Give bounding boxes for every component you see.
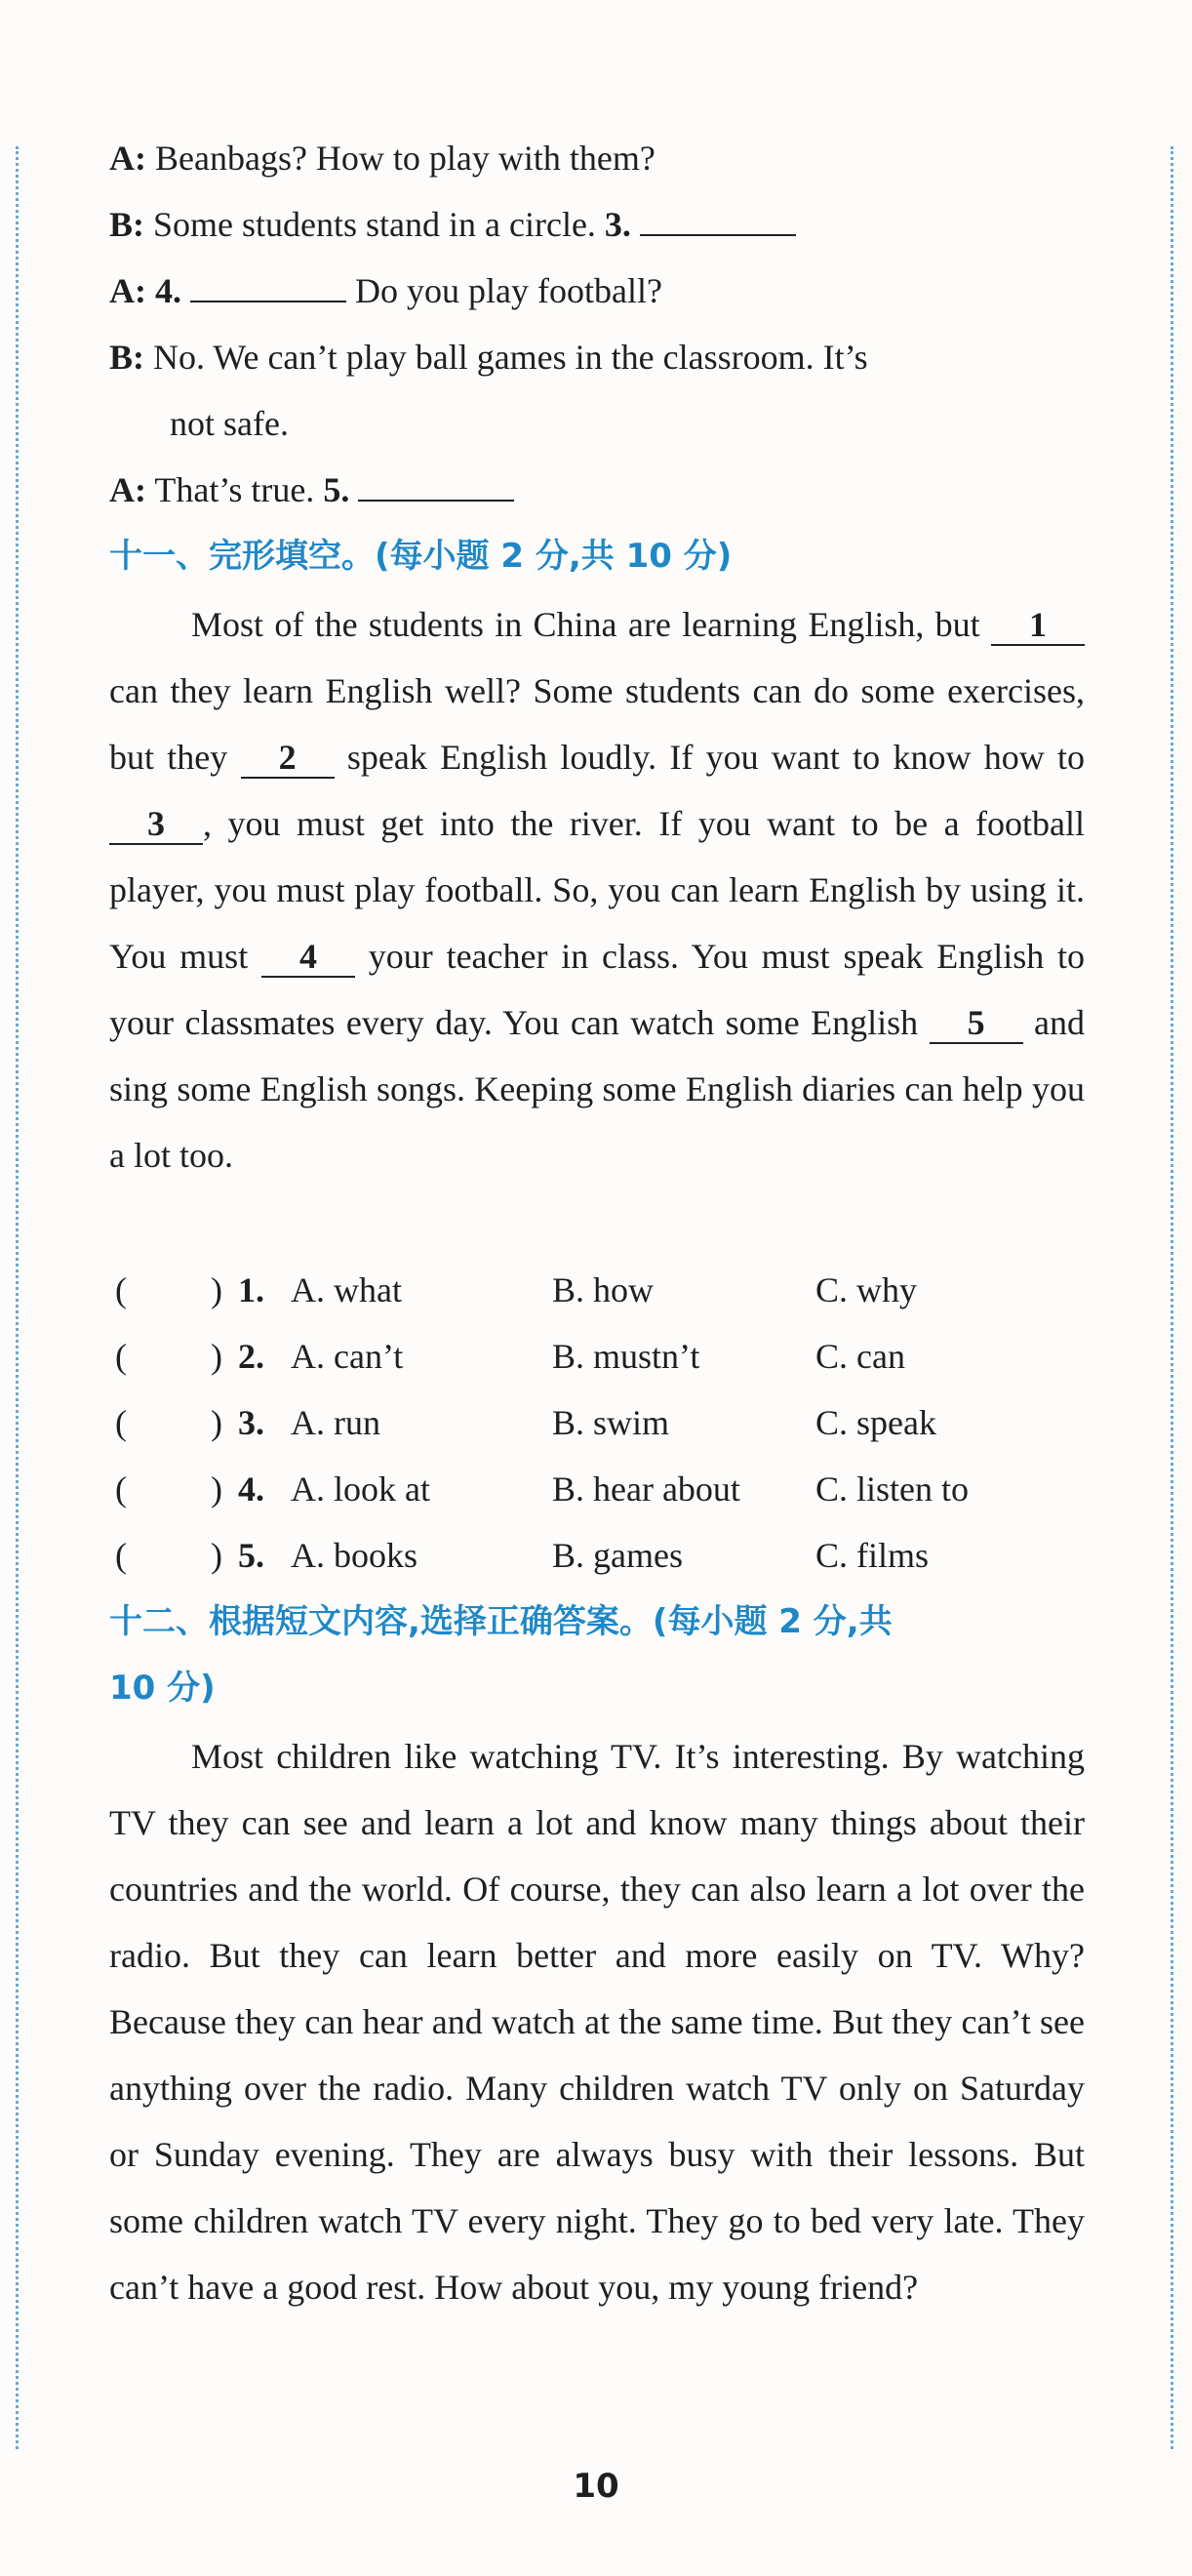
- option-b[interactable]: B. hear about: [552, 1469, 740, 1509]
- answer-bracket-open[interactable]: (: [115, 1337, 127, 1376]
- choice-question: [109, 1534, 1085, 1577]
- reading-passage-text: Most children like watching TV. It’s interesting. By watching TV they can see and learn a lot and know many things about their countries and the world. Of course, they can also learn a lot over the radio. But they can learn better and more easily on TV. Why? Because they can hear and watch at the same time. But they can’t see anything over the radio. Many children watch TV only on Saturday or Sunday evening. They are always busy with their lessons. But some children watch TV every night. They go to bed very late. They can’t have a good rest. How about you, my young friend?: [109, 1737, 1085, 2307]
- choice-question: [109, 1268, 1085, 1311]
- option-c[interactable]: C. can: [815, 1337, 905, 1376]
- dialogue-line-continued: [170, 402, 289, 445]
- cloze-gap-2[interactable]: 2: [241, 738, 335, 779]
- dialogue-text: No. We can’t play ball games in the classroom. It’s: [153, 338, 868, 377]
- question-number: 2.: [238, 1337, 264, 1376]
- answer-blank[interactable]: [358, 470, 514, 502]
- dialogue-line: A: That’s true. 5.: [109, 468, 514, 511]
- option-b[interactable]: B. mustn’t: [552, 1337, 700, 1376]
- dialogue-text: Do you play football?: [355, 271, 662, 310]
- section-12-heading-line1: 十二、根据短文内容,选择正确答案。(每小题 2 分,共: [109, 1602, 893, 1641]
- section-12-heading-line2: 10 分): [109, 1669, 216, 1708]
- dialogue-line: B: No. We can’t play ball games in the classroom. It’s: [109, 338, 868, 377]
- cloze-gap-5[interactable]: 5: [930, 1003, 1023, 1044]
- option-a[interactable]: A. books: [291, 1536, 418, 1575]
- answer-bracket-close: ): [211, 1536, 222, 1575]
- question-number: 3.: [238, 1403, 264, 1442]
- option-c[interactable]: C. why: [815, 1270, 918, 1309]
- answer-bracket-open[interactable]: (: [115, 1469, 127, 1509]
- dialogue-text: Beanbags? How to play with them?: [155, 139, 656, 178]
- cloze-gap-1[interactable]: 1: [991, 605, 1085, 646]
- left-margin-dotted-line: [16, 146, 19, 2449]
- speaker-label: A: [109, 271, 135, 310]
- page-number: 10: [573, 2467, 619, 2506]
- question-number: 5.: [323, 470, 350, 509]
- option-c[interactable]: C. films: [815, 1536, 930, 1575]
- option-b[interactable]: B. swim: [552, 1403, 670, 1442]
- option-c[interactable]: C. speak: [815, 1403, 936, 1442]
- cloze-passage: Most of the students in China are learning English, but 1 can they learn English well? Some students can do some exercises, but they 2 speak English loudly. If you want to know how to 3 , you must get into the river. If you want to be a football player, you must play football. So, you can learn English by using it. You must 4 your teacher in class. You must speak English to your classmates every day. You can watch some English 5 and sing some English songs. Keeping some English diaries can help you a lot too.: [109, 605, 1086, 1175]
- question-number: 4.: [155, 271, 181, 310]
- question-number: 5.: [238, 1536, 264, 1575]
- choice-question: [109, 1401, 1085, 1444]
- question-number: 1.: [238, 1270, 264, 1309]
- speaker-label: A: [109, 139, 135, 178]
- dialogue-text: Some students stand in a circle.: [153, 205, 596, 244]
- speaker-label: B: [109, 205, 134, 244]
- answer-bracket-open[interactable]: (: [115, 1270, 127, 1309]
- dialogue-line: A: Beanbags? How to play with them?: [109, 139, 656, 178]
- cloze-gap-3[interactable]: 3: [109, 804, 203, 845]
- dialogue-text: not safe.: [170, 404, 289, 443]
- right-margin-dotted-line: [1171, 146, 1173, 2449]
- option-a[interactable]: A. run: [291, 1403, 380, 1442]
- answer-blank[interactable]: [190, 271, 346, 302]
- reading-passage: [109, 1723, 1085, 2320]
- dialogue-line: A: 4. Do you play football?: [109, 271, 662, 310]
- answer-blank[interactable]: [640, 205, 796, 236]
- speaker-label: A: [109, 470, 135, 509]
- choice-question: [109, 1468, 1085, 1510]
- dialogue-text: That’s true.: [154, 470, 315, 509]
- answer-bracket-close: ): [211, 1337, 222, 1376]
- answer-bracket-close: ): [211, 1270, 222, 1309]
- answer-bracket-open[interactable]: (: [115, 1536, 127, 1575]
- option-a[interactable]: A. what: [291, 1270, 402, 1309]
- answer-bracket-close: ): [211, 1469, 222, 1509]
- answer-bracket-open[interactable]: (: [115, 1403, 127, 1442]
- speaker-label: B: [109, 338, 134, 377]
- option-c[interactable]: C. listen to: [815, 1469, 970, 1509]
- option-a[interactable]: A. can’t: [291, 1337, 404, 1376]
- question-number: 4.: [238, 1469, 264, 1509]
- question-number: 3.: [604, 205, 631, 244]
- dialogue-line: B: Some students stand in a circle. 3.: [109, 203, 796, 246]
- cloze-gap-4[interactable]: 4: [261, 937, 355, 978]
- answer-bracket-close: ): [211, 1403, 222, 1442]
- option-b[interactable]: B. games: [552, 1536, 683, 1575]
- choice-question: [109, 1335, 1085, 1378]
- section-11-heading: 十一、完形填空。(每小题 2 分,共 10 分): [109, 537, 733, 576]
- option-a[interactable]: A. look at: [291, 1469, 430, 1509]
- option-b[interactable]: B. how: [552, 1270, 655, 1309]
